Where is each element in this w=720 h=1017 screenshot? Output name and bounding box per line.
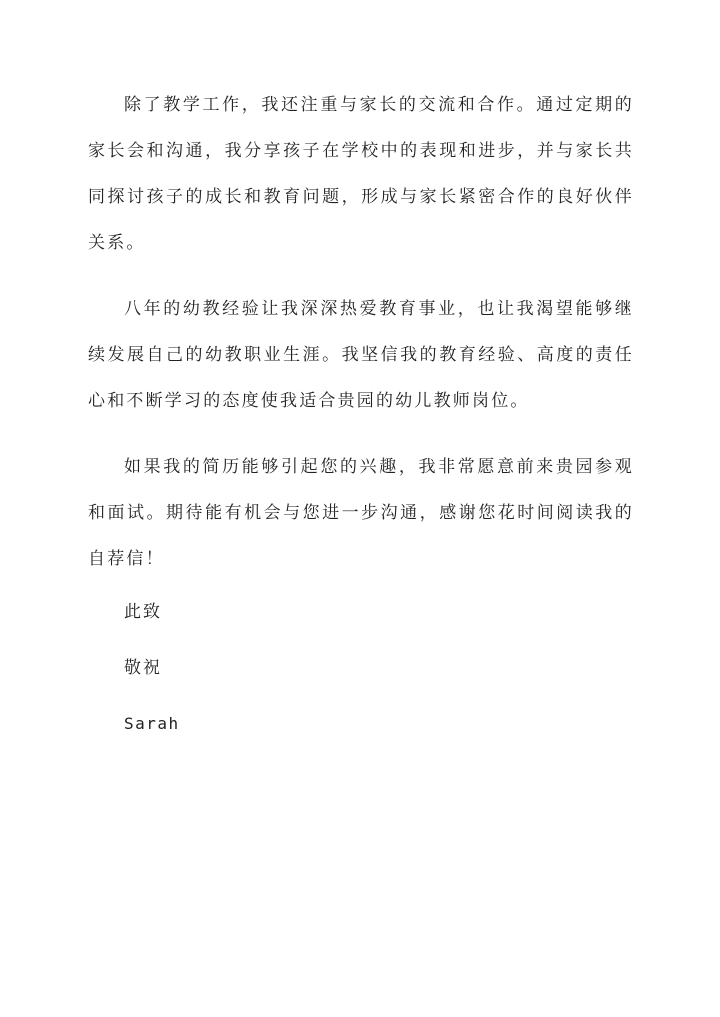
signature: Sarah (124, 714, 180, 733)
closing-salutation: 此致 (124, 602, 162, 622)
paragraph-interview-request: 如果我的简历能够引起您的兴趣，我非常愿意前来贵园参观和面试。期待能有机会与您进一步沟通，感谢您花时间阅读我的自荐信！ (88, 457, 634, 569)
paragraph-experience: 八年的幼教经验让我深深热爱教育事业，也让我渴望能够继续发展自己的幼教职业生涯。我坚信我的教育经验、高度的责任心和不断学习的态度使我适合贵园的幼儿教师岗位。 (88, 299, 634, 411)
closing-regards: 敬祝 (124, 658, 162, 678)
letter-body (88, 82, 634, 734)
paragraph-parent-cooperation: 除了教学工作，我还注重与家长的交流和合作。通过定期的家长会和沟通，我分享孩子在学校中的表现和进步，并与家长共同探讨孩子的成长和教育问题，形成与家长紧密合作的良好伙伴关系。 (88, 95, 634, 253)
